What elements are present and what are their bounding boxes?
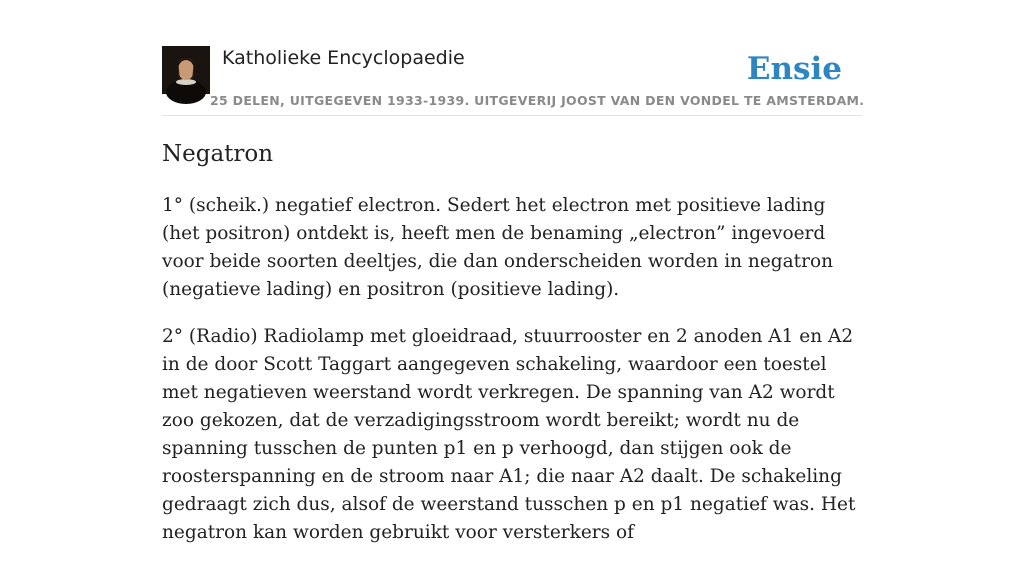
publication-title[interactable]: Katholieke Encyclopaedie <box>222 47 465 69</box>
publication-subtitle: 25 DELEN, UITGEGEVEN 1933-1939. UITGEVERIJ JOOST VAN DEN VONDEL TE AMSTERDAM. <box>210 93 865 108</box>
avatar[interactable] <box>162 46 210 94</box>
portrait-icon <box>162 46 210 94</box>
paragraph: 1° (scheik.) negatief electron. Sedert het electron met positieve lading (het positron) ontdekt is, heeft men de benaming „electron” ingevoerd voor beide soorten deeltjes, die dan onderscheiden worden in negatron (negatieve lading) en positron (positieve lading). <box>162 195 833 300</box>
brand-logo[interactable]: Ensie <box>746 51 842 87</box>
article-body <box>162 192 862 566</box>
article-title: Negatron <box>162 141 274 167</box>
site-header <box>162 46 865 116</box>
paragraph: 2° (Radio) Radiolamp met gloeidraad, stuurrooster en 2 anoden A1 en A2 in de door Scott Taggart aangegeven schakeling, waardoor een toestel met negatieven weerstand wordt verkregen. De spanning van A2 wordt zoo gekozen, dat de verzadigingsstroom wordt bereikt; wordt nu de spanning tusschen de punten p1 en p verhoogd, dan stijgen ook de roosterspanning en de stroom naar A1; die naar A2 daalt. De schakeling gedraagt zich dus, alsof de weerstand tusschen p en p1 negatief was. Het negatron kan worden gebruikt voor versterkers of <box>162 326 856 543</box>
